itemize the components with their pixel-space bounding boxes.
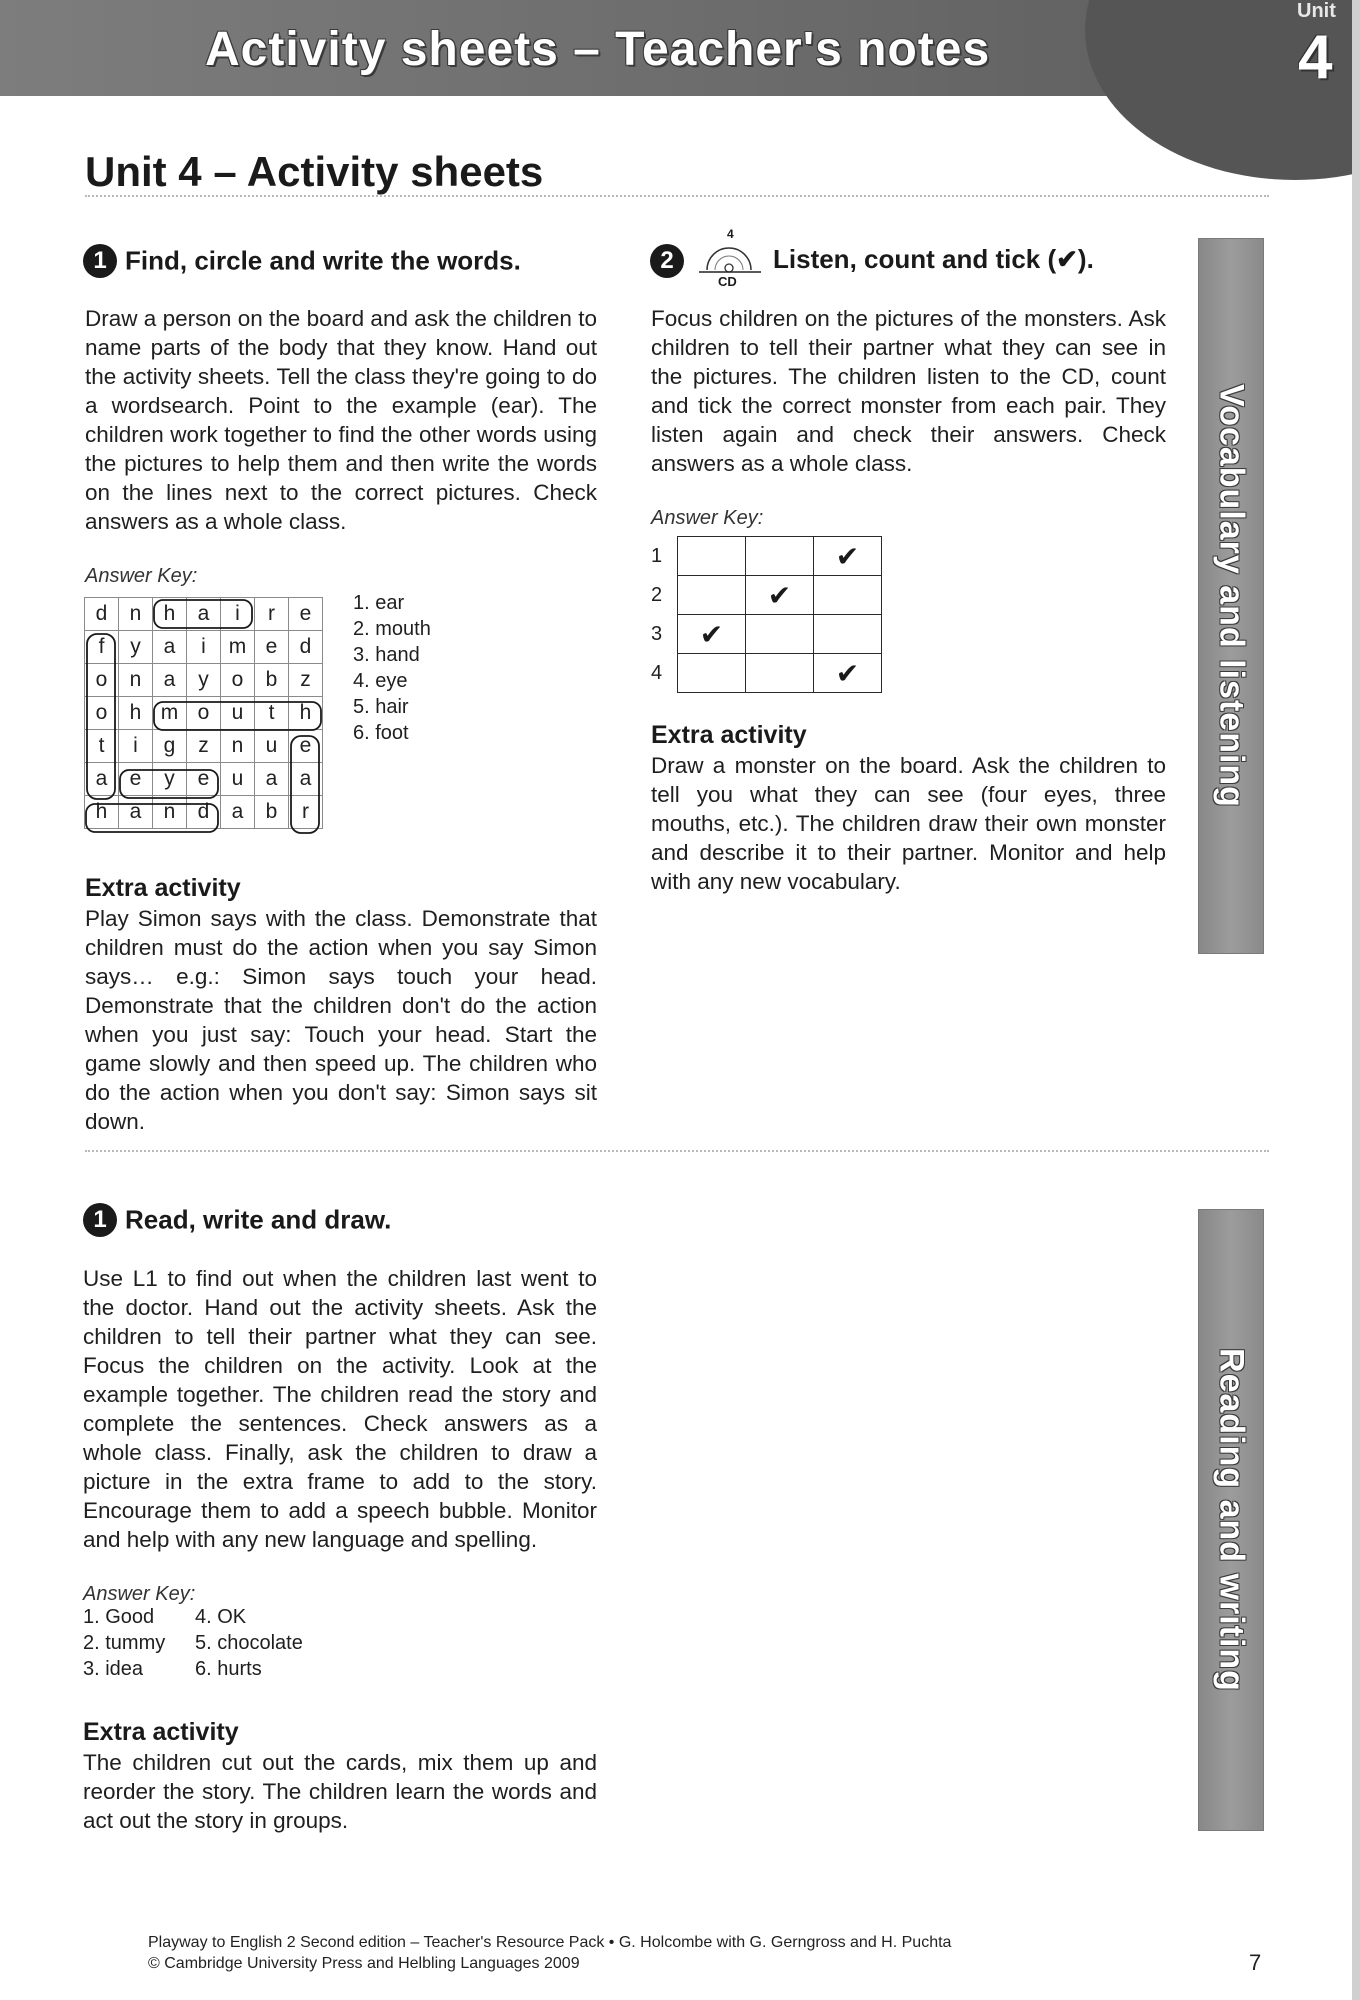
- wordsearch-cell: y: [187, 664, 221, 697]
- wordsearch-cell: n: [221, 730, 255, 763]
- wordsearch-answer: 4. eye: [353, 670, 408, 692]
- section-divider: [85, 1150, 1269, 1152]
- wordsearch-grid: [84, 597, 323, 829]
- wordsearch-answer: 5. hair: [353, 696, 409, 718]
- wordsearch-cell: r: [255, 598, 289, 631]
- wordsearch-cell: o: [85, 664, 119, 697]
- wordsearch-row: [85, 796, 323, 829]
- answer-row: [83, 1604, 303, 1630]
- footer-line-1: Playway to English 2 Second edition – Teacher's Resource Pack • G. Holcombe with G. Gerngross and H. Puchta: [148, 1934, 952, 1951]
- wordsearch-cell: e: [289, 598, 323, 631]
- side-tab-reading-label: Reading and writing: [1212, 1348, 1251, 1692]
- wordsearch-cell: a: [221, 796, 255, 829]
- activity3-extra-title: Extra activity: [83, 1718, 239, 1746]
- activity3-title: Read, write and draw.: [125, 1204, 392, 1235]
- cd-label: CD: [718, 274, 737, 289]
- answer-item: 5. chocolate: [195, 1632, 303, 1654]
- activity2-extra-title: Extra activity: [651, 721, 807, 749]
- wordsearch-cell: a: [289, 763, 323, 796]
- wordsearch-cell: e: [119, 763, 153, 796]
- tick-empty-cell: [746, 537, 814, 576]
- answer-row: [83, 1656, 303, 1682]
- tick-row: [678, 654, 882, 693]
- wordsearch-cell: e: [289, 730, 323, 763]
- tick-row-number: 2: [651, 584, 663, 606]
- wordsearch-answer: 6. foot: [353, 722, 409, 744]
- activity1-extra-title: Extra activity: [85, 874, 241, 902]
- wordsearch-cell: i: [119, 730, 153, 763]
- side-tab-vocabulary-label: Vocabulary and listening: [1212, 384, 1251, 808]
- tick-mark-cell: ✔: [814, 654, 882, 693]
- wordsearch-cell: o: [85, 697, 119, 730]
- wordsearch-cell: z: [289, 664, 323, 697]
- wordsearch-cell: n: [153, 796, 187, 829]
- activity3-heading: [83, 1203, 391, 1237]
- page-title: Unit 4 – Activity sheets: [85, 148, 544, 195]
- wordsearch-cell: a: [187, 598, 221, 631]
- wordsearch-row: [85, 763, 323, 796]
- activity1-answer-key-label: Answer Key:: [85, 565, 198, 587]
- wordsearch-row: [85, 730, 323, 763]
- tick-row-number: 1: [651, 545, 663, 567]
- tick-empty-cell: [814, 576, 882, 615]
- wordsearch-answers: [353, 590, 431, 746]
- wordsearch-cell: m: [153, 697, 187, 730]
- tick-empty-cell: [814, 615, 882, 654]
- wordsearch-cell: b: [255, 664, 289, 697]
- tick-empty-cell: [678, 654, 746, 693]
- wordsearch-cell: o: [187, 697, 221, 730]
- tick-empty-cell: [746, 654, 814, 693]
- wordsearch-cell: a: [153, 664, 187, 697]
- wordsearch-cell: e: [255, 631, 289, 664]
- tick-row: [678, 537, 882, 576]
- answer-item: 6. hurts: [195, 1658, 262, 1680]
- wordsearch-cell: a: [153, 631, 187, 664]
- unit-number: 4: [1298, 23, 1333, 92]
- activity3-body: Use L1 to find out when the children last went to the doctor. Hand out the activity sheets. Ask the children to tell their partner what they can see. Focus the children on the activity. Look at the example together. The children read the story and complete the sentences. Check answers as a whole class. Finally, ask the children to draw a picture in the extra frame to add to the story. Encourage them to add a speech bubble. Monitor and help with any new language and spelling.: [83, 1266, 597, 1552]
- activity1-title: Find, circle and write the words.: [125, 245, 521, 276]
- wordsearch-cell: f: [85, 631, 119, 664]
- activity2-number: 2: [650, 244, 684, 278]
- activity3-extra-body: The children cut out the cards, mix them up and reorder the story. The children learn the words and act out the story in groups.: [83, 1750, 597, 1833]
- wordsearch-cell: u: [221, 697, 255, 730]
- answer-item: 4. OK: [195, 1606, 247, 1628]
- wordsearch-cell: d: [85, 598, 119, 631]
- header-title: Activity sheets – Teacher's notes: [205, 23, 991, 76]
- tick-row: [678, 576, 882, 615]
- wordsearch-cell: u: [255, 730, 289, 763]
- wordsearch-cell: i: [187, 631, 221, 664]
- header-band: [0, 0, 1360, 96]
- activity2-extra-body: Draw a monster on the board. Ask the children to tell you what they can see (four eyes, three mouths, etc.). The children draw their own monster and describe it to their partner. Monitor and help with any new vocabulary.: [651, 753, 1166, 894]
- tick-row-number: 4: [651, 662, 663, 684]
- wordsearch-cell: g: [153, 730, 187, 763]
- tick-mark-cell: ✔: [678, 615, 746, 654]
- cd-icon: [697, 226, 763, 292]
- footer-credits: [148, 1932, 951, 1974]
- page-edge: [1352, 0, 1360, 2000]
- wordsearch-cell: d: [187, 796, 221, 829]
- answer-item: 2. tummy: [83, 1632, 166, 1654]
- wordsearch-cell: y: [119, 631, 153, 664]
- activity3-answer-key-label: Answer Key:: [83, 1583, 196, 1605]
- tick-table: [677, 536, 882, 693]
- side-tab-reading-writing: [1198, 1209, 1264, 1831]
- wordsearch-cell: h: [119, 697, 153, 730]
- footer-line-2: © Cambridge University Press and Helbling Languages 2009: [148, 1955, 580, 1972]
- tick-empty-cell: [678, 576, 746, 615]
- wordsearch-cell: y: [153, 763, 187, 796]
- wordsearch-cell: h: [153, 598, 187, 631]
- wordsearch-cell: b: [255, 796, 289, 829]
- wordsearch-row: [85, 631, 323, 664]
- wordsearch-cell: h: [289, 697, 323, 730]
- wordsearch-answer: 3. hand: [353, 644, 420, 666]
- wordsearch-cell: z: [187, 730, 221, 763]
- tick-empty-cell: [678, 537, 746, 576]
- activity2-answer-key-label: Answer Key:: [651, 507, 764, 529]
- wordsearch-row: [85, 598, 323, 631]
- wordsearch-cell: e: [187, 763, 221, 796]
- tick-mark-cell: ✔: [814, 537, 882, 576]
- wordsearch-row: [85, 664, 323, 697]
- wordsearch-cell: d: [289, 631, 323, 664]
- activity2-title: Listen, count and tick (✔).: [773, 244, 1094, 274]
- activity1-number: 1: [83, 244, 117, 278]
- wordsearch-cell: u: [221, 763, 255, 796]
- wordsearch-cell: t: [255, 697, 289, 730]
- wordsearch-cell: h: [85, 796, 119, 829]
- answer-item: 1. Good: [83, 1606, 155, 1628]
- wordsearch-cell: m: [221, 631, 255, 664]
- wordsearch-cell: a: [255, 763, 289, 796]
- activity1-heading: [83, 244, 521, 278]
- answer-row: [83, 1630, 303, 1656]
- tick-empty-cell: [746, 615, 814, 654]
- wordsearch-cell: o: [221, 664, 255, 697]
- tick-row-number: 3: [651, 623, 663, 645]
- activity2-body: Focus children on the pictures of the monsters. Ask children to tell their partner what they can see in the pictures. The children listen to the CD, count and tick the correct monster from each pair. They listen again and check their answers. Check answers as a whole class.: [651, 306, 1166, 476]
- answer-item: 3. idea: [83, 1658, 144, 1680]
- activity2-heading: [650, 244, 692, 278]
- activity3-answers: [83, 1604, 303, 1682]
- wordsearch-answer: 2. mouth: [353, 618, 431, 640]
- wordsearch-cell: r: [289, 796, 323, 829]
- activity1-body: Draw a person on the board and ask the children to name parts of the body that they know. Hand out the activity sheets. Tell the class they're going to do a wordsearch. Point to the example (ear). The children work together to find the other words using the pictures to help them and then write the words on the lines next to the correct pictures. Check answers as a whole class.: [85, 306, 597, 534]
- tick-row-numbers: [651, 537, 662, 693]
- unit-label: Unit: [1297, 0, 1336, 22]
- wordsearch-cell: i: [221, 598, 255, 631]
- wordsearch-cell: n: [119, 598, 153, 631]
- tick-row: [678, 615, 882, 654]
- tick-mark-cell: ✔: [746, 576, 814, 615]
- activity3-number: 1: [83, 1203, 117, 1237]
- activity1-extra-body: Play Simon says with the class. Demonstrate that children must do the action when you say Simon says… e.g.: Simon says touch your head. Demonstrate that the children don't do the action when you just say: Touch your head. Start the game slowly and then speed up. The children who do the action when you don't say: Simon says sit down.: [85, 906, 597, 1134]
- wordsearch-cell: n: [119, 664, 153, 697]
- wordsearch-cell: a: [85, 763, 119, 796]
- wordsearch-answer: 1. ear: [353, 592, 405, 614]
- wordsearch-cell: a: [119, 796, 153, 829]
- side-tab-vocabulary-listening: [1198, 238, 1264, 954]
- wordsearch-row: [85, 697, 323, 730]
- page-number: 7: [1249, 1950, 1262, 1975]
- wordsearch-cell: t: [85, 730, 119, 763]
- title-divider: [85, 195, 1269, 197]
- cd-track-number: 4: [727, 227, 734, 241]
